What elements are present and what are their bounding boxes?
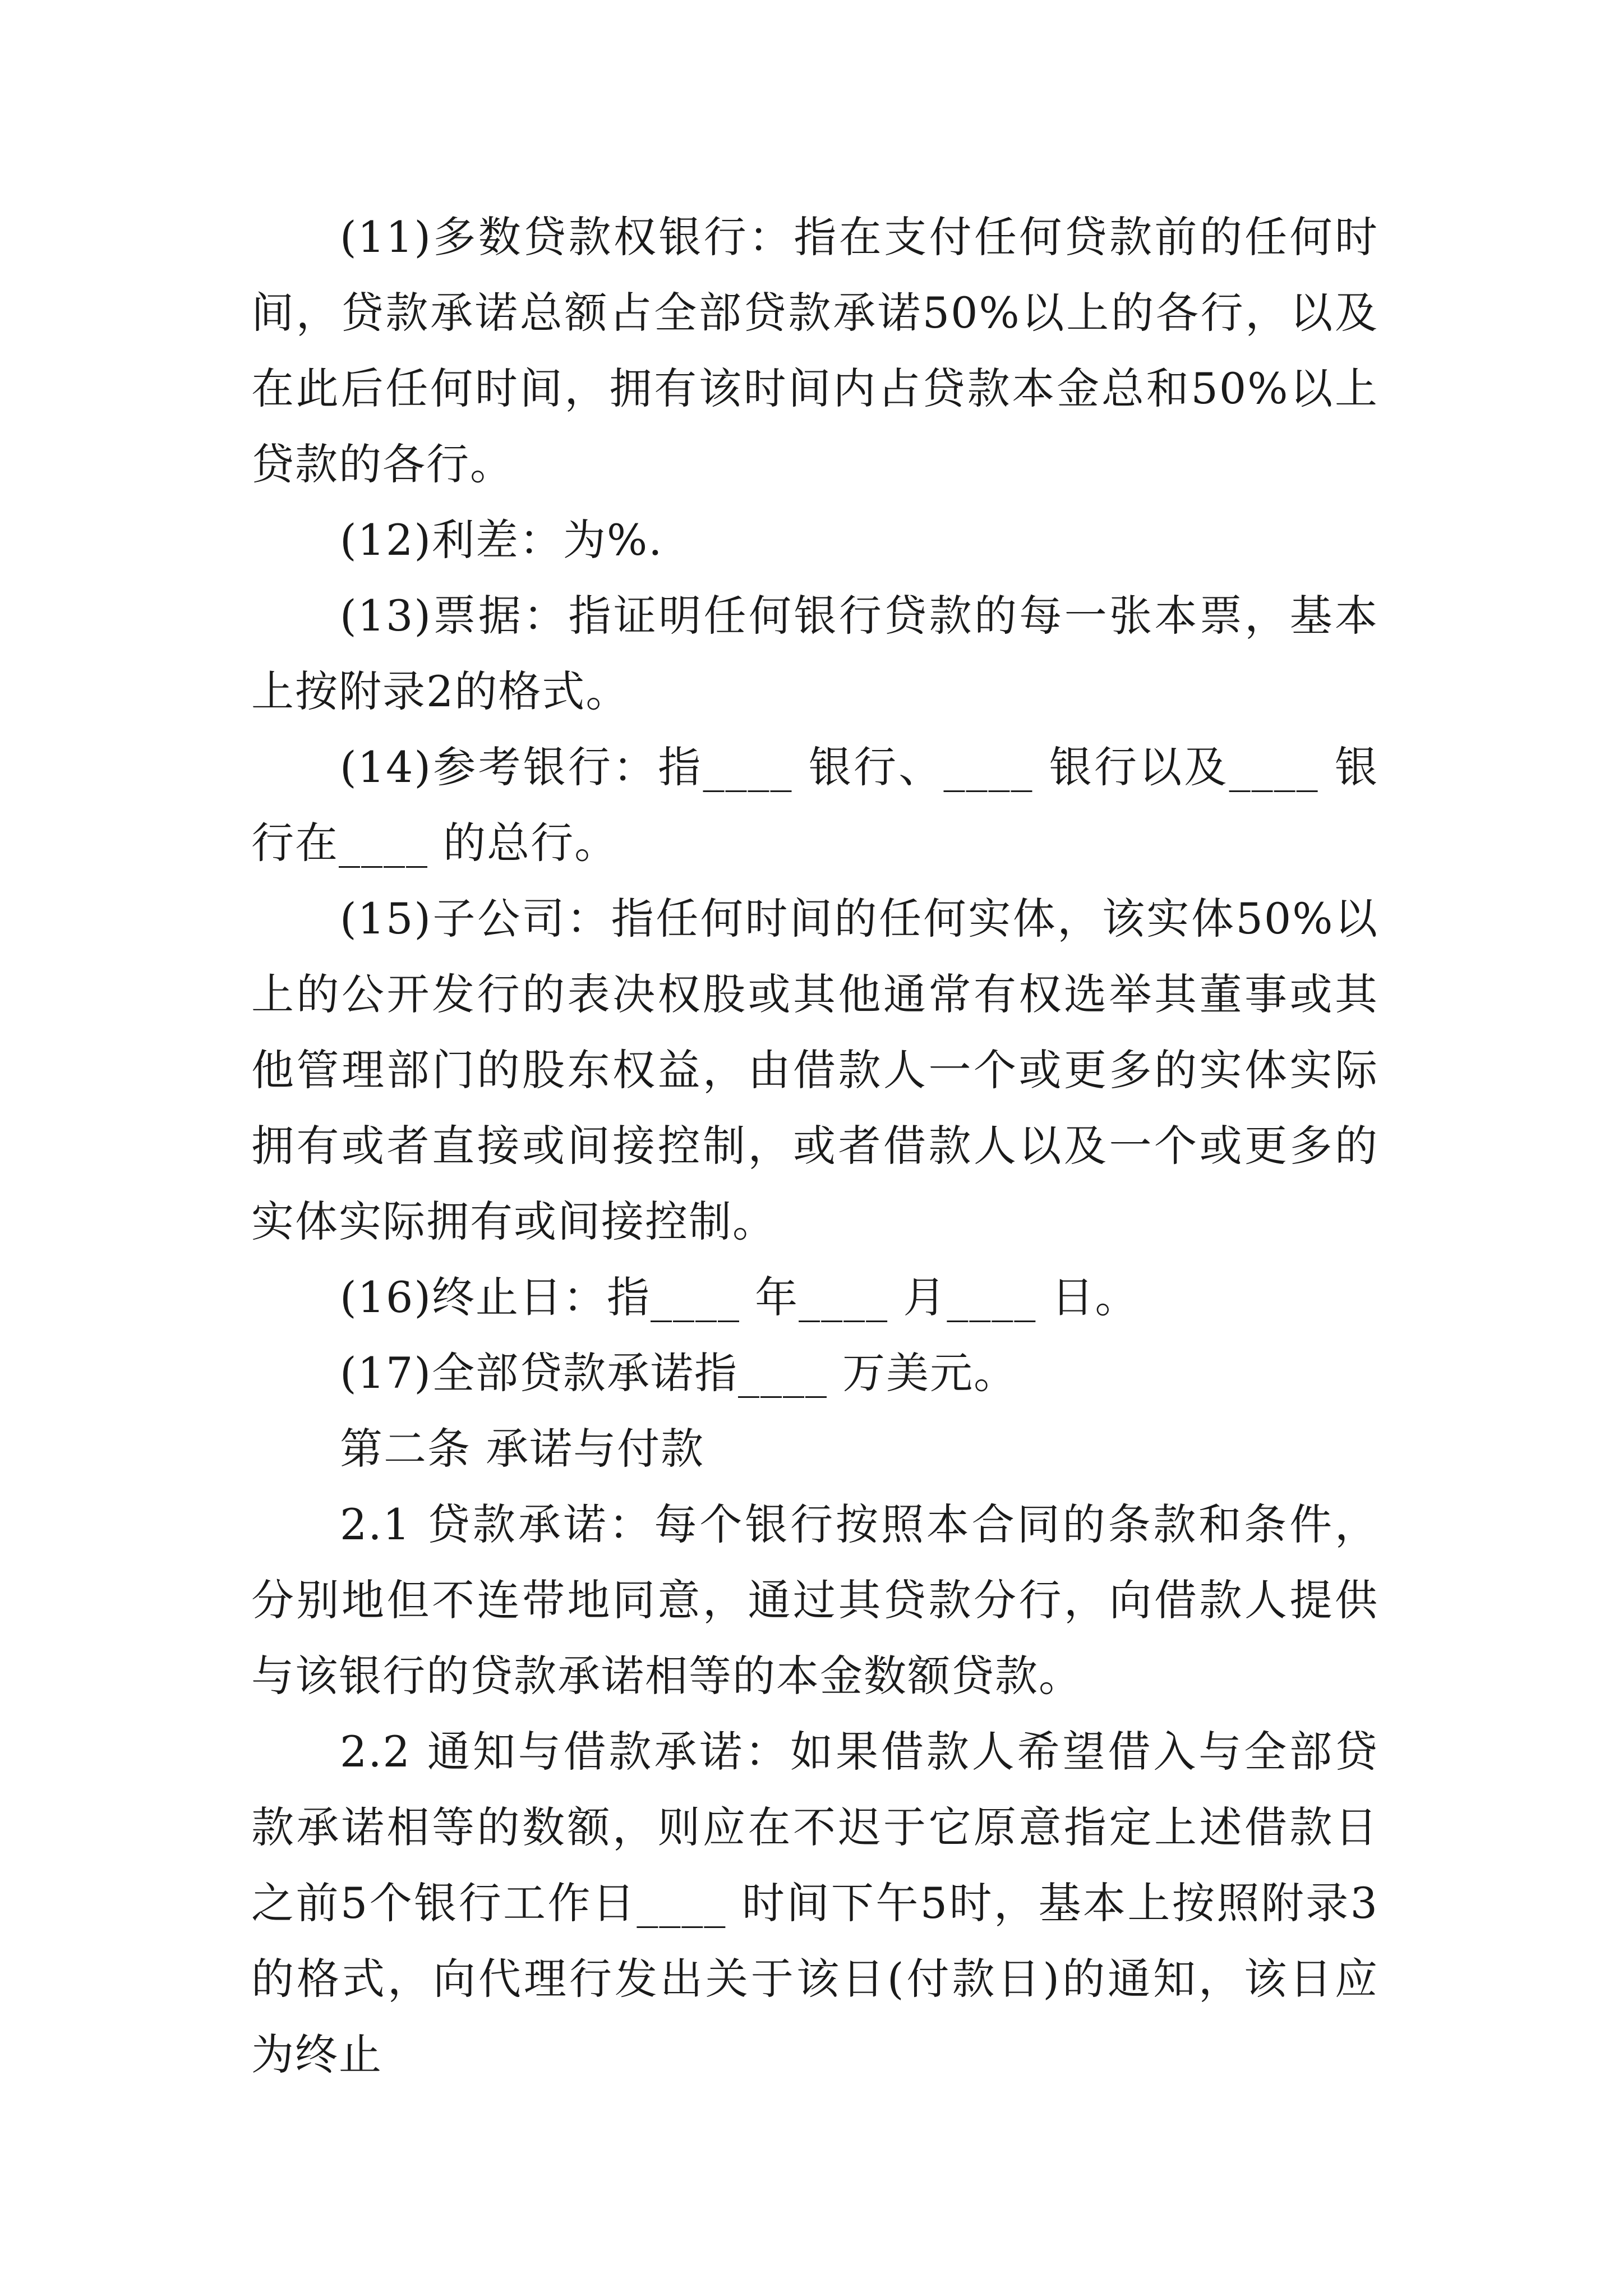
paragraph-17: (17)全部贷款承诺指____ 万美元。 [340, 1348, 1018, 1398]
clause-2-1: 2.1 贷款承诺：每个银行按照本合同的条款和条件，分别地但不连带地同意，通过其贷款分行，向借款人提供与该银行的贷款承诺相等的本金数额贷款。 [251, 1499, 1378, 1701]
paragraph-12: (12)利差：为%. [340, 515, 663, 565]
paragraph-14: (14)参考银行：指____ 银行、____ 银行以及____ 银行在____ 的总行。 [251, 742, 1378, 868]
document-body [251, 199, 1378, 2092]
paragraph-13: (13)票据：指证明任何银行贷款的每一张本票，基本上按附录2的格式。 [251, 591, 1378, 716]
clause-2-2: 2.2 通知与借款承诺：如果借款人希望借入与全部贷款承诺相等的数额，则应在不迟于它原意指定上述借款日之前5个银行工作日____ 时间下午5时，基本上按照附录3的格式，向代理行发出关于该日(付款日)的通知，该日应为终止 [251, 1727, 1378, 2079]
paragraph-16: (16)终止日：指____ 年____ 月____ 日。 [340, 1272, 1139, 1322]
paragraph-11: (11)多数贷款权银行：指在支付任何贷款前的任何时间，贷款承诺总额占全部贷款承诺50%以上的各行，以及在此后任何时间，拥有该时间内占贷款本金总和50%以上贷款的各行。 [251, 212, 1378, 489]
paragraph-15: (15)子公司：指任何时间的任何实体，该实体50%以上的公开发行的表决权股或其他通常有权选举其董事或其他管理部门的股东权益，由借款人一个或更多的实体实际拥有或者直接或间接控制，或者借款人以及一个或更多的实体实际拥有或间接控制。 [251, 894, 1378, 1246]
article-2-heading: 第二条 承诺与付款 [340, 1424, 705, 1474]
